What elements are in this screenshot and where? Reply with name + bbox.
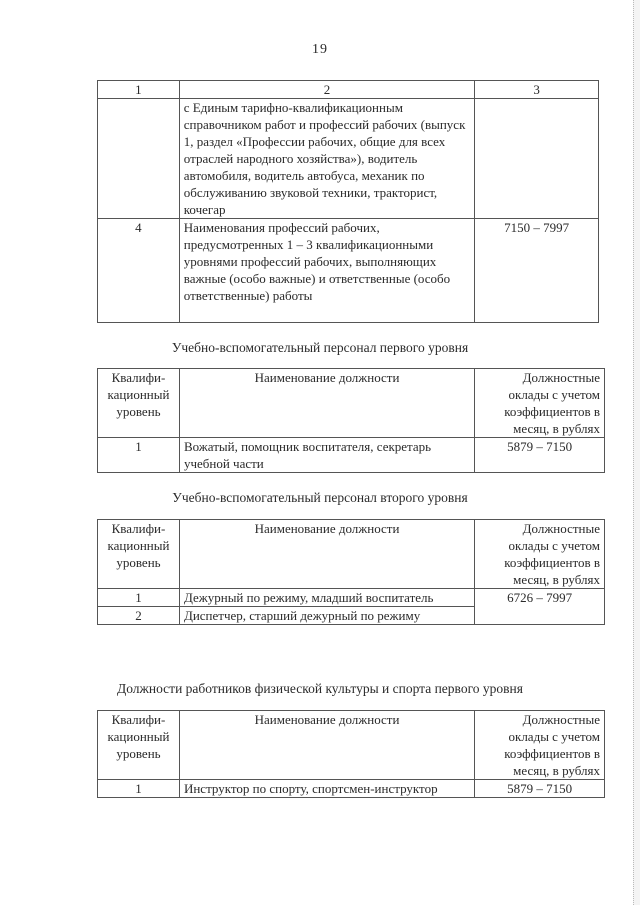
table-row <box>98 438 605 473</box>
position-name-cell: Дежурный по режиму, младший воспитатель <box>179 589 474 607</box>
table-header-row <box>98 81 599 99</box>
sports-staff-level1-table <box>97 710 605 798</box>
qualification-level-cell <box>98 99 180 219</box>
support-staff-level2-table <box>97 519 605 625</box>
qualification-level-cell: 1 <box>98 589 180 607</box>
table-row <box>98 219 599 323</box>
workers-table-continued <box>97 80 599 323</box>
table-row <box>98 780 605 798</box>
page-number: 19 <box>312 42 328 57</box>
qualification-level-cell: 1 <box>98 780 180 798</box>
scan-edge <box>633 0 640 905</box>
column-number-3: 3 <box>475 81 599 99</box>
column-number-2: 2 <box>179 81 474 99</box>
section-title: Должности работников физической культуры и спорта первого уровня <box>117 681 523 696</box>
position-name-cell: Диспетчер, старший дежурный по режиму <box>179 607 474 625</box>
header-position-name: Наименование должности <box>179 520 474 589</box>
header-salary: Должностные оклады с учетом коэффициентов в месяц, в рублях <box>475 520 605 589</box>
position-name-cell: Наименования профессий рабочих, предусмотренных 1 – 3 квалификационными уровнями профессий рабочих, выполняющих важные (особо важные) и ответственные (особо ответственные) работы <box>179 219 474 323</box>
qualification-level-cell: 1 <box>98 438 180 473</box>
salary-cell <box>475 99 599 219</box>
table-row <box>98 589 605 607</box>
section-title: Учебно-вспомогательный персонал первого уровня <box>171 340 469 355</box>
header-qualification-level: Квалифи-кационный уровень <box>98 520 180 589</box>
header-qualification-level: Квалифи-кационный уровень <box>98 369 180 438</box>
position-name-cell: с Единым тарифно-квалификационным справочником работ и профессий рабочих (выпуск 1, раздел «Профессии рабочих, общие для всех отраслей народного хозяйства»), водитель автомобиля, водитель автобуса, механик по обслуживанию звуковой техники, тракторист, кочегар <box>179 99 474 219</box>
qualification-level-cell: 4 <box>98 219 180 323</box>
position-name-cell: Вожатый, помощник воспитателя, секретарь учебной части <box>179 438 474 473</box>
section-title: Учебно-вспомогательный персонал второго уровня <box>172 490 468 505</box>
column-number-1: 1 <box>98 81 180 99</box>
header-position-name: Наименование должности <box>179 711 474 780</box>
support-staff-level1-table <box>97 368 605 473</box>
header-position-name: Наименование должности <box>179 369 474 438</box>
salary-cell: 6726 – 7997 <box>475 589 605 625</box>
salary-cell: 5879 – 7150 <box>475 780 605 798</box>
table-row <box>98 99 599 219</box>
table-header-row <box>98 520 605 589</box>
header-salary: Должностные оклады с учетом коэффициентов в месяц, в рублях <box>475 711 605 780</box>
table-header-row <box>98 711 605 780</box>
header-qualification-level: Квалифи-кационный уровень <box>98 711 180 780</box>
qualification-level-cell: 2 <box>98 607 180 625</box>
salary-cell: 5879 – 7150 <box>475 438 605 473</box>
table-header-row <box>98 369 605 438</box>
header-salary: Должностные оклады с учетом коэффициентов в месяц, в рублях <box>475 369 605 438</box>
position-name-cell: Инструктор по спорту, спортсмен-инструктор <box>179 780 474 798</box>
salary-cell: 7150 – 7997 <box>475 219 599 323</box>
